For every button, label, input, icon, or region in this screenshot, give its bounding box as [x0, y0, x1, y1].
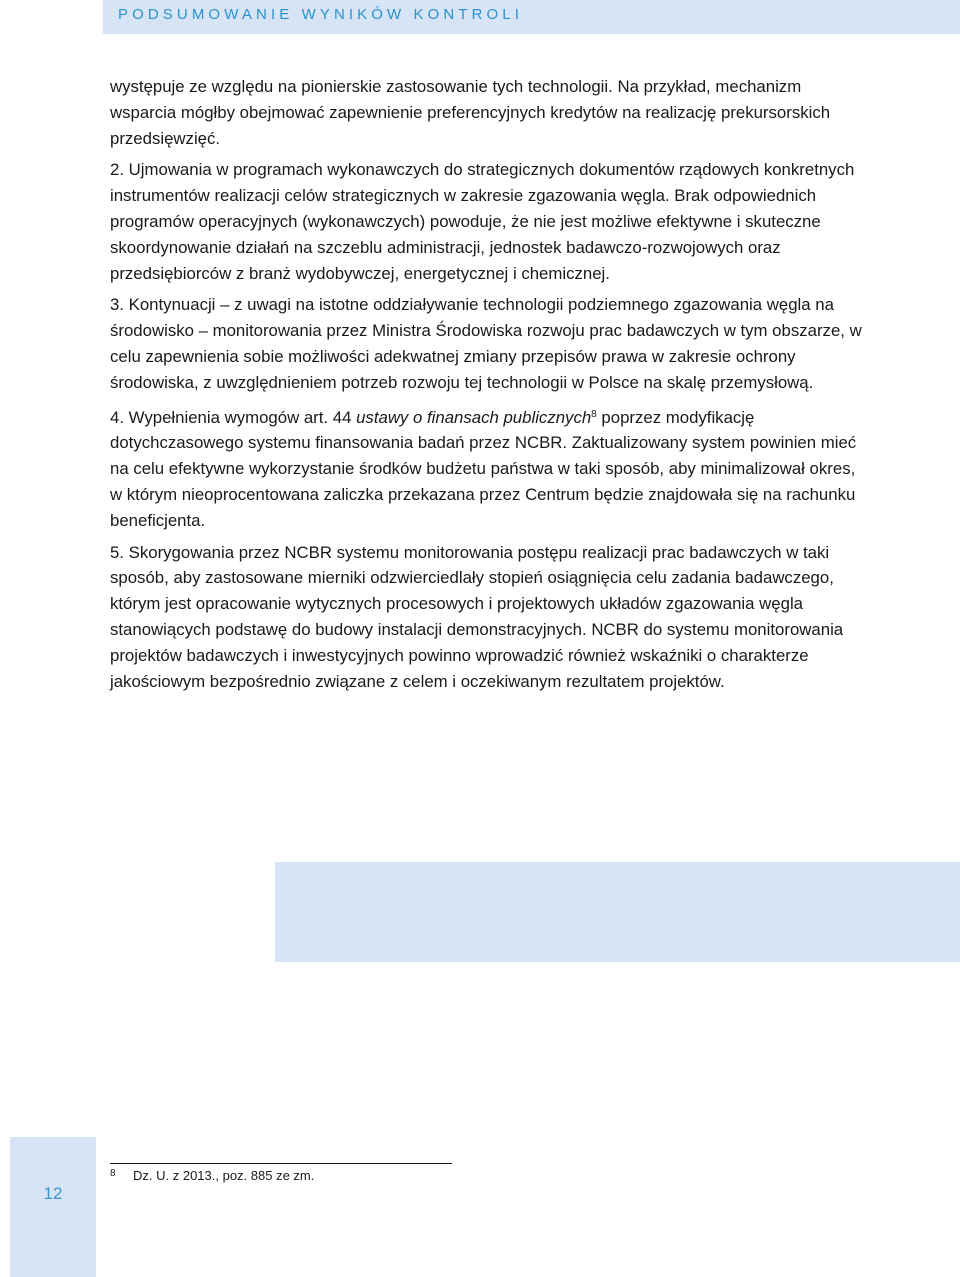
paragraph-recommendation-3: 3. Kontynuacji – z uwagi na istotne oddziaływanie technologii podziemnego zgazowania węgla na środowisko – monitorowania przez Ministra Środowiska rozwoju prac badawczych w tym obszarze, w celu zapewnienia sobie możliwości adekwatnej zmiany przepisów prawa w zakresie ochrony środowiska, z uwzględnieniem potrzeb rozwoju tej technologii w Polsce na skalę przemysłową.: [110, 295, 862, 392]
footnote: [110, 1168, 314, 1183]
paragraph-recommendation-4: [110, 402, 862, 534]
page-number-tab: [10, 1137, 96, 1277]
footnote-number: 8: [110, 1168, 116, 1179]
paragraph-recommendation-5: 5. Skorygowania przez NCBR systemu monitorowania postępu realizacji prac badawczych w taki sposób, aby zastosowane mierniki odzwierciedlały stopień osiągnięcia celu zadania badawczego, którym jest opracowanie wytycznych procesowych i projektowych układów zgazowania węgla stanowiących podstawę do budowy instalacji demonstracyjnych. NCBR do systemu monitorowania projektów badawczych i inwestycyjnych powinno wprowadzić również wskaźniki o charakterze jakościowym bezpośrednio związane z celem i oczekiwanym rezultatem projektów.: [110, 542, 844, 691]
rec4-text-start: 4. Wypełnienia wymogów art. 44: [110, 407, 357, 427]
body-text: [110, 74, 862, 700]
footnote-text: Dz. U. z 2013., poz. 885 ze zm.: [133, 1168, 315, 1183]
footnote-reference: 8: [591, 408, 597, 420]
footnote-divider: [110, 1163, 452, 1164]
paragraph-intro: występuje ze względu na pionierskie zastosowanie tych technologii. Na przykład, mechanizm wsparcia mógłby obejmować zapewnienie preferencyjnych kredytów na realizację prekursorskich przedsięwzięć.: [110, 77, 831, 148]
act-title: ustawy o finansach publicznych: [356, 407, 592, 427]
page-number: 12: [43, 1184, 63, 1203]
decorative-blue-box: [275, 862, 960, 962]
paragraph-recommendation-2: 2. Ujmowania w programach wykonawczych do strategicznych dokumentów rządowych konkretnych instrumentów realizacji celów strategicznych w zakresie zgazowania węgla. Brak odpowiednich programów operacyjnych (wykonawczych) powoduje, że nie jest możliwe efektywne i skuteczne skoordynowanie działań na szczeblu administracji, jednostek badawczo-rozwojowych oraz przedsiębiorców z branż wydobywczej, energetycznej i chemicznej.: [110, 160, 855, 283]
section-title: PODSUMOWANIE WYNIKÓW KONTROLI: [118, 6, 524, 23]
rec4-text-end: poprzez modyfikację dotychczasowego systemu finansowania badań przez NCBR. Zaktualizowany system powinien mieć na celu efektywne wykorzystanie środków budżetu państwa w taki sposób, aby minimalizował okres, w którym nieoprocentowana zaliczka przekazana przez Centrum będzie znajdowała się na rachunku beneficjenta.: [110, 407, 857, 530]
